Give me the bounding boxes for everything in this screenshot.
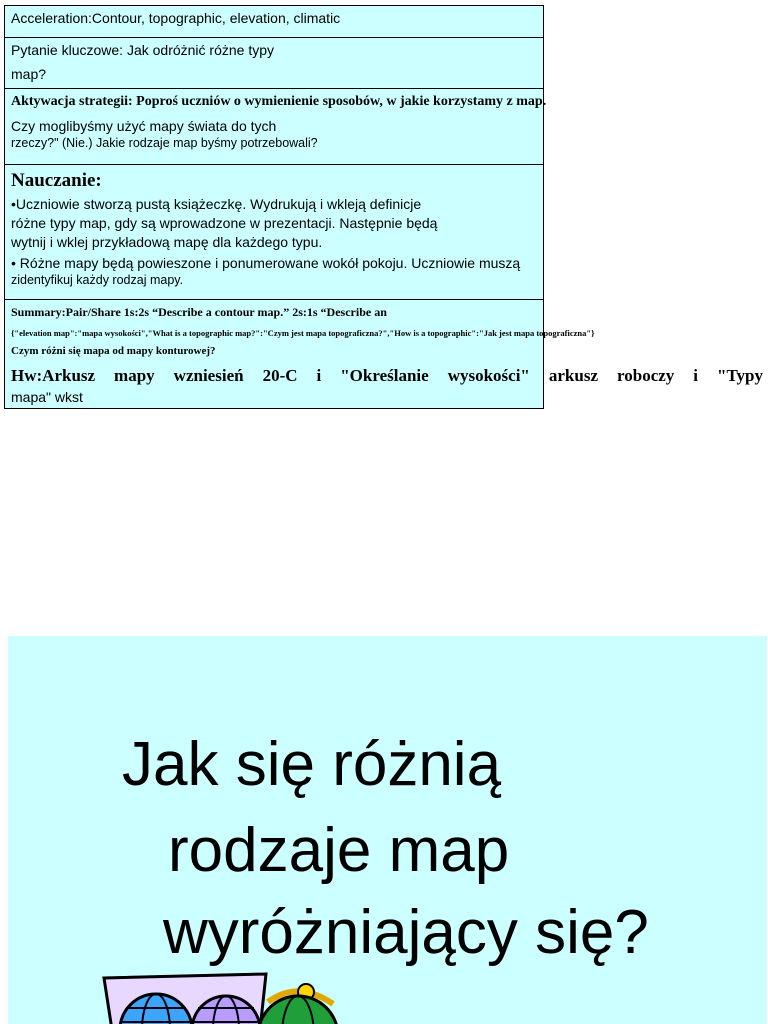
homework-line1: Hw:Arkusz mapy wzniesień 20-C i "Określanie wysokości" arkusz roboczy i "Typy [11, 366, 763, 385]
slide-title-line2: rodzaje map [168, 816, 510, 885]
homework-line2: mapa" wkst [11, 389, 83, 405]
teaching-heading: Nauczanie: [11, 170, 102, 191]
summary-row [5, 300, 763, 408]
summary-line2: {"elevation map":"mapa wysokości","What is a topographic map?":"Czym jest mapa topograficzna?","How is a topographic":"Jak jest mapa topograficzna"} [11, 328, 595, 338]
lesson-plan-table [4, 5, 763, 409]
key-question-row [5, 38, 543, 89]
teaching-line2: różne typy map, gdy są wprowadzone w prezentacji. Następnie będą [11, 215, 438, 231]
teaching-line4: • Różne mapy będą powieszone i ponumerowane wokół pokoju. Uczniowie muszą [11, 255, 521, 271]
strategy-line1: Czy moglibyśmy użyć mapy świata do tych [11, 118, 277, 134]
acceleration-row [5, 6, 543, 38]
key-question-line1: Pytanie kluczowe: Jak odróżnić różne typy [11, 42, 275, 58]
teaching-line3: wytnij i wklej przykładową mapę dla każdego typu. [11, 234, 323, 250]
slide-title-line1: Jak się różnią [122, 730, 502, 799]
summary-line1: Summary:Pair/Share 1s:2s “Describe a contour map.” 2s:1s “Describe an [11, 305, 387, 319]
acceleration-text: Acceleration:Contour, topographic, elevation, climatic [11, 10, 341, 26]
teaching-row [5, 165, 543, 300]
strategy-line2: rzeczy?" (Nie.) Jakie rodzaje map byśmy potrzebowali? [11, 136, 318, 150]
presentation-slide [8, 636, 767, 1024]
strategy-row [5, 89, 547, 165]
map-icon [98, 970, 368, 1024]
teaching-line1: •Uczniowie stworzą pustą książeczkę. Wydrukują i wkleją definicje [11, 196, 422, 212]
strategy-heading: Aktywacja strategii: Poproś uczniów o wymienienie sposobów, w jakie korzystamy z map. [11, 94, 547, 109]
slide-title-line3: wyróżniający się? [163, 898, 649, 967]
key-question-line2: map? [11, 66, 47, 82]
globe-icon [258, 984, 338, 1024]
summary-line3: Czym różni się mapa od mapy konturowej? [11, 345, 216, 357]
teaching-line5: zidentyfikuj każdy rodzaj mapy. [11, 273, 184, 287]
